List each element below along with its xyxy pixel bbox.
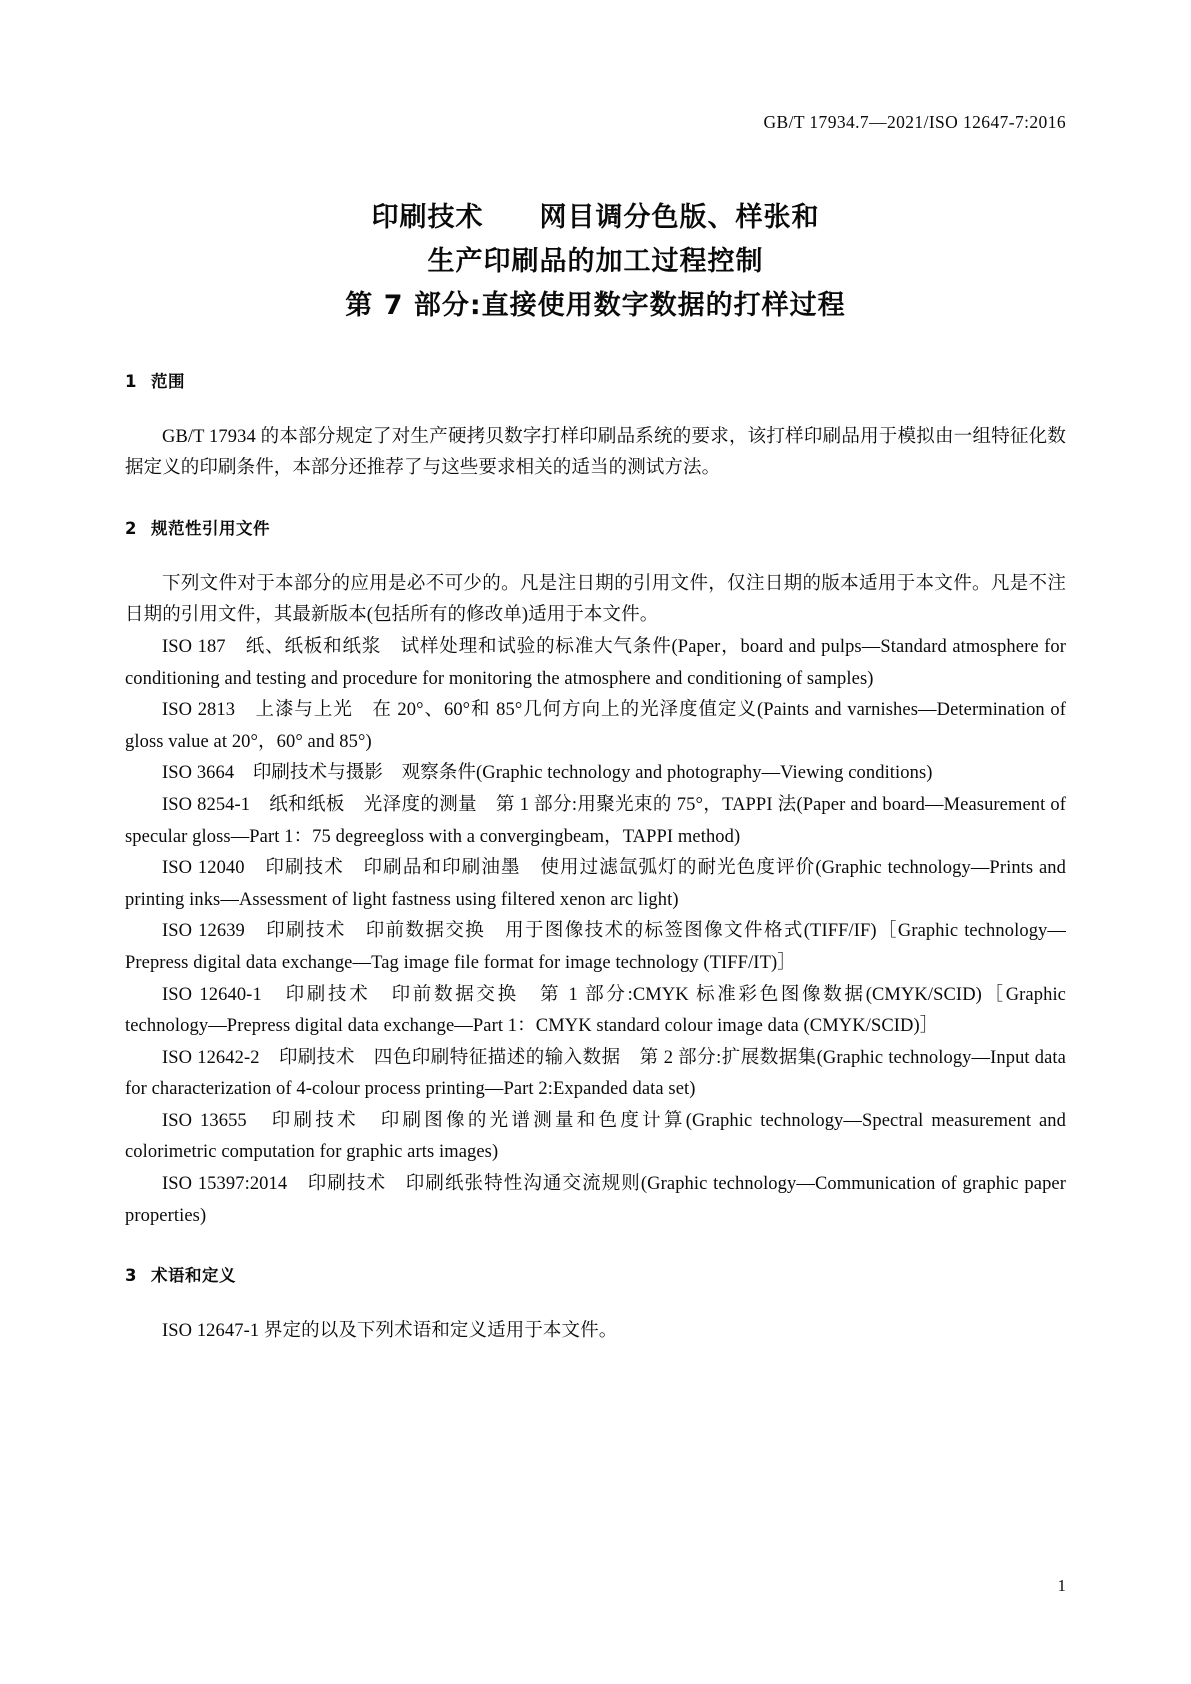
spacer [125, 1232, 1066, 1266]
reference-item: ISO 8254-1 纸和纸板 光泽度的测量 第 1 部分:用聚光束的 75°，TAPPI 法(Paper and board—Measurement of specular gloss—Part 1：75 degreegloss with a convergingbeam，TAPPI method) [125, 794, 1066, 847]
running-header: GB/T 17934.7—2021/ISO 12647-7:2016 [763, 112, 1066, 132]
scope-paragraph: GB/T 17934 的本部分规定了对生产硬拷贝数字打样印刷品系统的要求，该打样印刷品用于模拟由一组特征化数据定义的印刷条件，本部分还推荐了与这些要求相关的适当的测试方法。 [125, 426, 1066, 479]
section-number-3: 3 [125, 1266, 137, 1286]
reference-item: ISO 15397:2014 印刷技术 印刷纸张特性沟通交流规则(Graphic technology—Communication of graphic paper properties) [125, 1174, 1066, 1226]
terms-paragraph: ISO 12647-1 界定的以及下列术语和定义适用于本文件。 [162, 1321, 618, 1342]
spacer [125, 392, 1066, 422]
section-heading-terms-and-definitions [125, 1266, 1066, 1286]
section-heading-normative-references [125, 519, 1066, 539]
normative-reference-list [125, 569, 1066, 1232]
section-heading-scope [125, 372, 1066, 392]
document-body [125, 372, 1066, 1348]
normative-references-intro: 下列文件对于本部分的应用是必不可少的。凡是注日期的引用文件，仅注日期的版本适用于本文件。凡是不注日期的引用文件，其最新版本(包括所有的修改单)适用于本文件。 [125, 573, 1066, 626]
reference-item: ISO 3664 印刷技术与摄影 观察条件(Graphic technology and photography—Viewing conditions) [162, 763, 933, 784]
reference-item: ISO 12040 印刷技术 印刷品和印刷油墨 使用过滤氙弧灯的耐光色度评价(Graphic technology—Prints and printing inks—Assessment of light fastness using filtered xenon arc light) [125, 858, 1066, 910]
reference-item: ISO 187 纸、纸板和纸浆 试样处理和试验的标准大气条件(Paper，board and pulps—Standard atmosphere for conditioning and testing and procedure for monitoring the atmosphere and conditioning of samples) [125, 636, 1066, 689]
reference-item: ISO 2813 上漆与上光 在 20°、60°和 85°几何方向上的光泽度值定义(Paints and varnishes—Determination of gloss value at 20°，60° and 85°) [125, 700, 1066, 752]
document-title-line-2: 生产印刷品的加工过程控制 [427, 246, 764, 277]
page-number: 1 [1057, 1576, 1066, 1595]
section-number-1: 1 [125, 372, 137, 391]
reference-item: ISO 12642-2 印刷技术 四色印刷特征描述的输入数据 第 2 部分:扩展数据集(Graphic technology—Input data for characterization of 4-colour process printing—Part 2:Expanded data set) [125, 1047, 1066, 1100]
reference-item: ISO 13655 印刷技术 印刷图像的光谱测量和色度计算(Graphic technology—Spectral measurement and colorimetric computation for graphic arts images) [125, 1110, 1066, 1163]
section-title-3: 术语和定义 [150, 1266, 236, 1286]
section-title-1: 范围 [150, 372, 185, 391]
section-number-2: 2 [125, 518, 137, 538]
reference-item: ISO 12639 印刷技术 印前数据交换 用于图像技术的标签图像文件格式(TIFF/IF)［Graphic technology—Prepress digital data exchange—Tag image file format for image technology (TIFF/IT)］ [125, 921, 1066, 973]
spacer [125, 1286, 1066, 1316]
document-title-line-1: 印刷技术 网目调分色版、样张和 [371, 202, 820, 233]
section-title-2: 规范性引用文件 [150, 518, 270, 538]
document-title [125, 196, 1066, 328]
spacer [125, 485, 1066, 519]
spacer [125, 539, 1066, 569]
document-title-line-3: 第 7 部分:直接使用数字数据的打样过程 [345, 290, 846, 321]
reference-item: ISO 12640-1 印刷技术 印前数据交换 第 1 部分:CMYK 标准彩色图像数据(CMYK/SCID)［Graphic technology—Prepress digital data exchange—Part 1：CMYK standard colour image data (CMYK/SCID)］ [125, 984, 1066, 1037]
